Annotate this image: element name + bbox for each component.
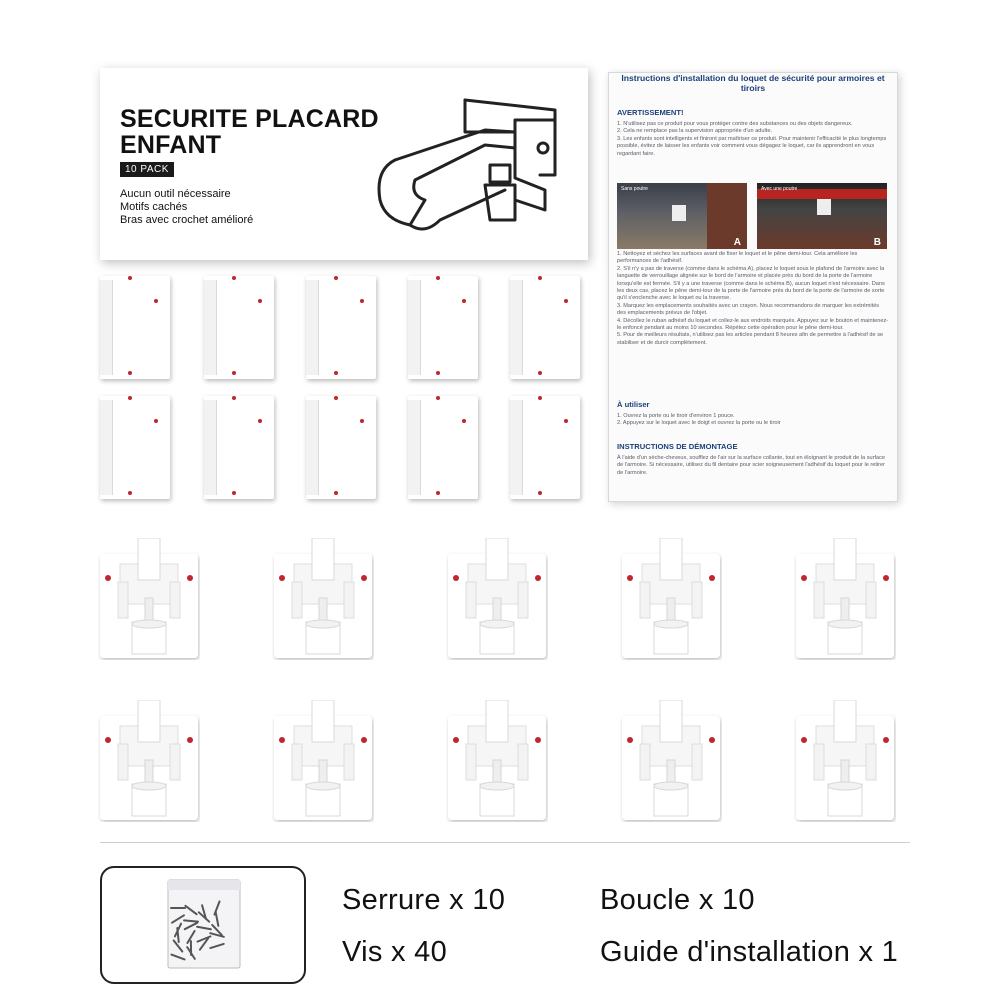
plate-lip — [306, 280, 319, 375]
latch-unit — [446, 700, 548, 822]
red-marker-dot — [334, 276, 338, 280]
latch-unit — [98, 700, 200, 822]
step-item: 4. Décollez le ruban adhésif du loquet et collez-le aux endroits marqués. Appuyez sur le bouton et maintenez-le enfoncé pendant au moins 10 secondes. Répétez cette opération pour le pêne demi-tour. — [617, 317, 889, 332]
screw-quantity: Vis x 40 — [342, 936, 448, 968]
latch-unit — [272, 700, 374, 822]
use-step: 1. Ouvrez la porte ou le tiroir d'environ 1 pouce. — [617, 413, 735, 419]
plate-lip — [204, 280, 217, 375]
red-marker-dot — [564, 419, 568, 423]
latch-unit — [794, 700, 896, 822]
red-marker-dot — [462, 419, 466, 423]
buckle-plate — [204, 276, 274, 379]
buckle-plate — [510, 276, 580, 379]
cabinet-wood — [707, 183, 747, 249]
screw — [184, 920, 198, 921]
red-marker-dot — [128, 491, 132, 495]
diagram-a-caption: Sans poutre — [621, 186, 648, 192]
plate-lip — [408, 280, 421, 375]
feature-item: Aucun outil nécessaire — [120, 188, 231, 200]
buckle-plate — [408, 276, 478, 379]
buckle-quantity: Boucle x 10 — [600, 884, 755, 916]
warning-item: 2. Cela ne remplace pas la supervision appropriée d'un adulte. — [617, 128, 772, 135]
red-marker-dot — [436, 396, 440, 400]
buckle-plate — [306, 396, 376, 499]
warning-item: 3. Les enfants sont intelligents et finiront par maîtriser ce produit. Pour maintenir l'efficacité le plus longtemps possible, évitez de laisser les enfants voir comment vous dégagez le loquet, car ils apprendront en vous regardant faire. — [617, 135, 887, 157]
red-marker-dot — [232, 396, 236, 400]
buckle-plate — [306, 276, 376, 379]
guide-quantity: Guide d'installation x 1 — [600, 936, 899, 968]
red-marker-dot — [334, 491, 338, 495]
red-marker-dot — [128, 396, 132, 400]
leaflet-title: Instructions d'installation du loquet de sécurité pour armoires et tiroirs — [621, 73, 885, 93]
pack-badge: 10 PACK — [120, 162, 174, 177]
red-marker-dot — [334, 396, 338, 400]
red-marker-dot — [232, 371, 236, 375]
use-heading: À utiliser — [617, 400, 650, 409]
latch-unit — [794, 538, 896, 660]
plate-lip — [100, 400, 113, 495]
divider — [100, 842, 910, 843]
red-marker-dot — [360, 299, 364, 303]
buckle-plate — [204, 396, 274, 499]
step-item: 2. S'il n'y a pas de traverse (comme dans le schéma A), placez le loquet sous le plafond de l'armoire avec la languette de verrouillage alignée sur le bord de l'armoire et placée près du bord de la porte de l'armoire lorsqu'elle est fermée. S'il y a une traverse (comme dans le schéma B), aucun loquet n'est nécessaire. Dans les deux cas, placez le pêne demi-tour de la porte de l'armoire près du bord de la porte de l'armoire de sorte qu'il s'enclenche avec le loquet ou la traverse. — [617, 265, 885, 302]
latch-unit — [620, 538, 722, 660]
buckle-plate — [100, 276, 170, 379]
warning-item: 1. N'utilisez pas ce produit pour vous protéger contre des substances ou des objets dangereux. — [617, 121, 853, 127]
red-marker-dot — [128, 371, 132, 375]
red-marker-dot — [232, 276, 236, 280]
installation-guide-leaflet — [608, 72, 898, 502]
red-marker-dot — [128, 276, 132, 280]
latch-shape — [672, 205, 686, 221]
red-marker-dot — [436, 371, 440, 375]
red-marker-dot — [258, 419, 262, 423]
plate-lip — [306, 400, 319, 495]
diagram-a-letter: A — [733, 236, 741, 248]
latch-unit — [272, 538, 374, 660]
step-item: 1. Nettoyez et séchez les surfaces avant de fixer le loquet et le pêne demi-tour. Cela améliore les performances de l'adhésif. — [617, 251, 858, 265]
product-box — [100, 68, 588, 260]
step-item: 5. Pour de meilleurs résultats, n'utilisez pas les articles pendant 8 heures afin de permettre à l'adhésif de se stabiliser et de durcir complètement. — [617, 332, 884, 346]
diagram-b-letter: B — [873, 236, 881, 248]
box-title: SECURITE PLACARD ENFANT — [120, 105, 379, 159]
install-steps — [617, 251, 889, 347]
red-marker-dot — [154, 419, 158, 423]
feature-item: Bras avec crochet amélioré — [120, 214, 254, 226]
red-marker-dot — [436, 276, 440, 280]
feature-item: Motifs cachés — [120, 201, 188, 213]
use-steps — [617, 413, 889, 428]
diagram-b-caption: Avec une poutre — [761, 186, 798, 192]
latch-unit — [98, 538, 200, 660]
red-marker-dot — [154, 299, 158, 303]
plate-lip — [204, 400, 217, 495]
red-marker-dot — [360, 419, 364, 423]
plate-lip — [510, 400, 523, 495]
diagram-a-image — [617, 183, 747, 249]
red-marker-dot — [258, 299, 262, 303]
screw-bag-image — [164, 878, 244, 970]
plate-lip — [408, 400, 421, 495]
red-marker-dot — [462, 299, 466, 303]
screw-bag-frame — [100, 866, 306, 984]
box-features — [120, 188, 253, 227]
lock-quantity: Serrure x 10 — [342, 884, 506, 916]
diagram-b-image — [757, 183, 887, 249]
plate-lip — [510, 280, 523, 375]
buckle-plate — [510, 396, 580, 499]
buckle-plate — [100, 396, 170, 499]
latch-shape — [817, 199, 831, 215]
red-marker-dot — [538, 276, 542, 280]
use-step: 2. Appuyez sur le loquet avec le doigt et ouvrez la porte ou le tiroir — [617, 420, 781, 427]
red-marker-dot — [334, 371, 338, 375]
step-item: 3. Marquez les emplacements souhaités avec un crayon. Nous recommandons de marquer les extrémités des emplacements prévus de l'objet. — [617, 302, 880, 317]
plate-lip — [100, 280, 113, 375]
red-marker-dot — [436, 491, 440, 495]
warning-heading: AVERTISSEMENT! — [617, 108, 684, 117]
latch-unit — [620, 700, 722, 822]
buckle-plate — [408, 396, 478, 499]
red-marker-dot — [538, 491, 542, 495]
red-marker-dot — [564, 299, 568, 303]
latch-line-illustration — [365, 90, 575, 240]
red-marker-dot — [232, 491, 236, 495]
red-marker-dot — [538, 396, 542, 400]
latch-unit — [446, 538, 548, 660]
warning-list — [617, 121, 887, 158]
removal-heading: INSTRUCTIONS DE DÉMONTAGE — [617, 442, 738, 451]
removal-text: À l'aide d'un sèche-cheveux, soufflez de l'air sur la surface collante, tout en éloignant le produit de la surface de l'armoire. Si nécessaire, utilisez du fil dentaire pour scier soigneusement l'adhésif du loquet pour le retirer de l'armoire. — [617, 455, 886, 476]
red-marker-dot — [538, 371, 542, 375]
